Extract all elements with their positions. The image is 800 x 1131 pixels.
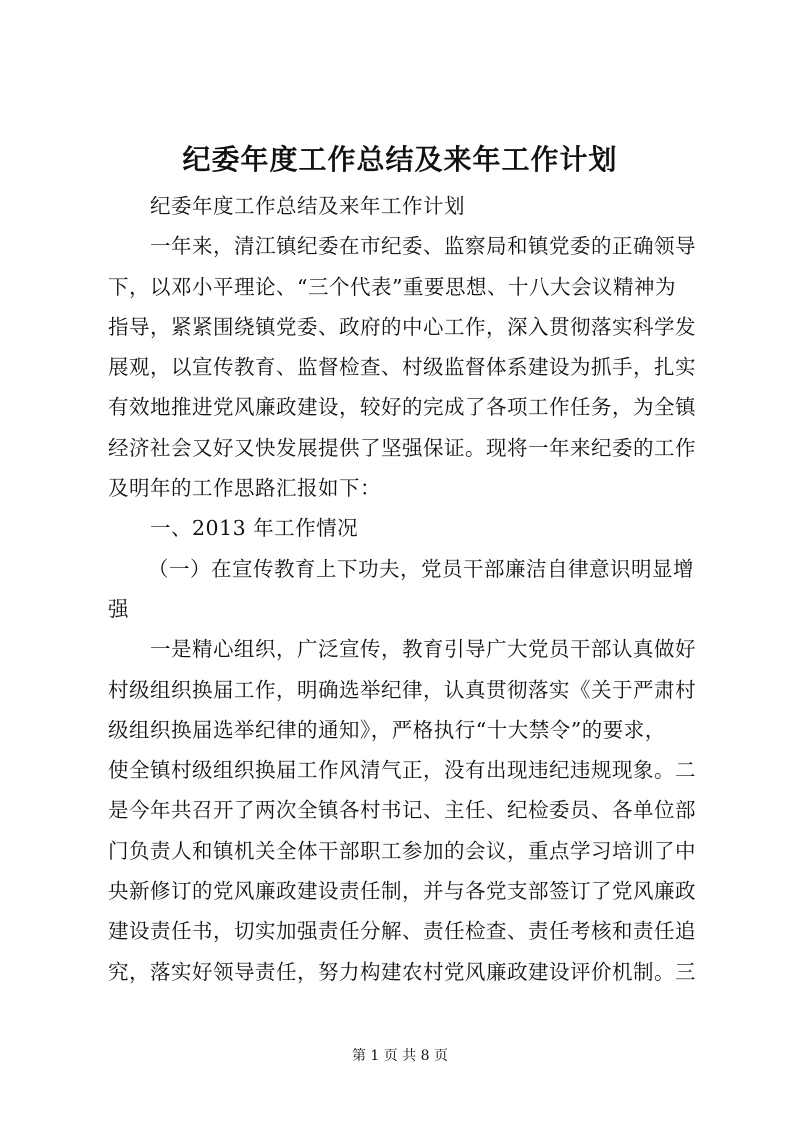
paragraph-line: 一年来，清江镇纪委在市纪委、监察局和镇党委的正确领导 bbox=[150, 234, 696, 259]
paragraph-line: 经济社会又好又快发展提供了坚强保证。现将一年来纪委的工作 bbox=[108, 435, 696, 460]
paragraph-line: 村级组织换届工作，明确选举纪律，认真贯彻落实《关于严肃村 bbox=[108, 677, 696, 702]
paragraph-line: 央新修订的党风廉政建设责任制，并与各党支部签订了党风廉政 bbox=[108, 879, 696, 904]
subtitle-line: 纪委年度工作总结及来年工作计划 bbox=[150, 194, 465, 218]
paragraph-line: 建设责任书，切实加强责任分解、责任检查、责任考核和责任追 bbox=[108, 919, 696, 944]
paragraph-line: 是今年共召开了两次全镇各村书记、主任、纪检委员、各单位部 bbox=[108, 798, 696, 823]
document-body bbox=[108, 186, 708, 992]
paragraph-line: 一是精心组织，广泛宣传，教育引导广大党员干部认真做好 bbox=[150, 637, 696, 662]
paragraph-line: 究，落实好领导责任，努力构建农村党风廉政建设评价机制。三 bbox=[108, 959, 696, 984]
paragraph-line: 级组织换届选举纪律的通知》，严格执行“十大禁令”的要求， bbox=[108, 717, 666, 742]
paragraph-line: 门负责人和镇机关全体干部职工参加的会议，重点学习培训了中 bbox=[108, 838, 696, 863]
paragraph-line: 使全镇村级组织换届工作风清气正，没有出现违纪违规现象。二 bbox=[108, 758, 696, 783]
paragraph-line: 及明年的工作思路汇报如下： bbox=[108, 476, 381, 501]
subsection-heading: （一）在宣传教育上下功夫，党员干部廉洁自律意识明显增 bbox=[148, 556, 694, 581]
paragraph-line: 指导，紧紧围绕镇党委、政府的中心工作，深入贯彻落实科学发 bbox=[108, 314, 696, 339]
page-number-footer: 第 1 页 共 8 页 bbox=[351, 1048, 449, 1064]
subsection-heading-cont: 强 bbox=[108, 596, 129, 621]
paragraph-line: 展观，以宣传教育、监督检查、村级监督体系建设为抓手，扎实 bbox=[108, 355, 696, 380]
section-heading: 一、2013 年工作情况 bbox=[150, 516, 359, 541]
document-title: 纪委年度工作总结及来年工作计划 bbox=[182, 143, 618, 176]
paragraph-line: 有效地推进党风廉政建设，较好的完成了各项工作任务，为全镇 bbox=[108, 395, 696, 420]
paragraph-line: 下，以邓小平理论、“三个代表”重要思想、十八大会议精神为 bbox=[108, 274, 676, 299]
